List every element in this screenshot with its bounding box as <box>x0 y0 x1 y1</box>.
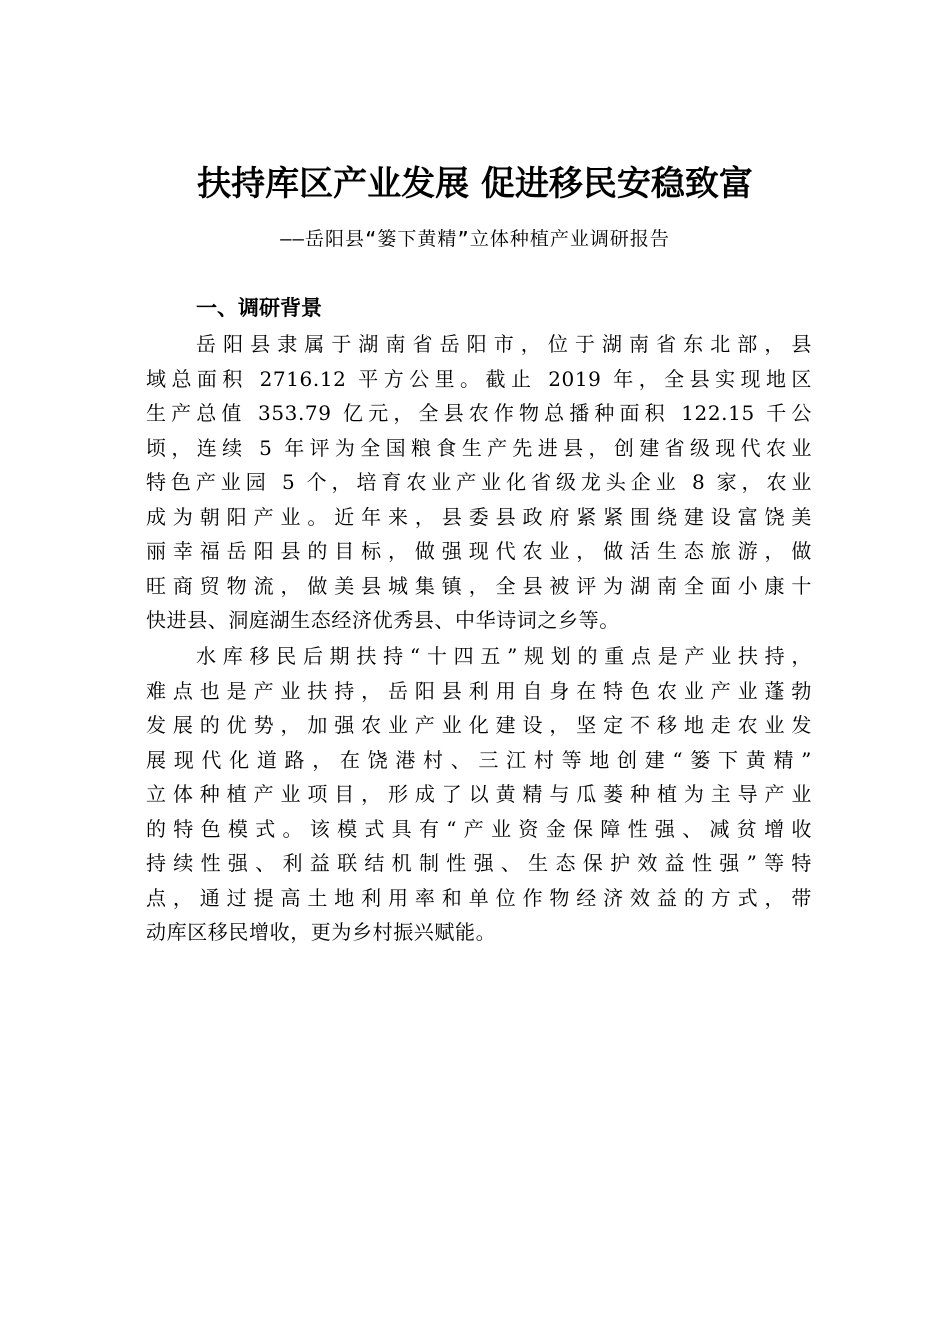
paragraph-line: 发展的优势，加强农业产业化建设，坚定不移地走农业发 <box>146 713 812 737</box>
paragraph-line: 水库移民后期扶持“十四五”规划的重点是产业扶持， <box>196 644 812 668</box>
paragraph-line: 立体种植产业项目，形成了以黄精与瓜蒌种植为主导产业 <box>146 782 812 806</box>
paragraph-line: 域总面积 2716.12 平方公里。截止 2019 年，全县实现地区 <box>146 366 812 391</box>
paragraph-line: 快进县、洞庭湖生态经济优秀县、中华诗词之乡等。 <box>146 608 620 632</box>
paragraph-line: 生产总值 353.79 亿元，全县农作物总播种面积 122.15 千公 <box>146 401 812 425</box>
paragraph-line: 特色产业园 5 个，培育农业产业化省级龙头企业 8 家，农业 <box>146 470 812 494</box>
paragraph-line: 丽幸福岳阳县的目标，做强现代农业，做活生态旅游，做 <box>146 539 812 563</box>
paragraph-line: 旺商贸物流，做美县城集镇，全县被评为湖南全面小康十 <box>146 573 812 598</box>
paragraph-line: 展现代化道路，在饶港村、三江村等地创建“篓下黄精” <box>146 747 812 772</box>
paragraph-line: 难点也是产业扶持，岳阳县利用自身在特色农业产业蓬勃 <box>146 678 812 703</box>
section-heading: 一、调研背景 <box>196 296 322 320</box>
document-title: 扶持库区产业发展 促进移民安稳致富 <box>197 164 753 204</box>
paragraph-line: 点，通过提高土地利用率和单位作物经济效益的方式，带 <box>146 885 812 910</box>
paragraph-background-2 <box>146 639 812 950</box>
paragraph-line: 动库区移民增收，更为乡村振兴赋能。 <box>146 920 497 944</box>
paragraph-background-1 <box>146 327 812 638</box>
paragraph-line: 顷，连续 5 年评为全国粮食生产先进县，创建省级现代农业 <box>146 435 812 460</box>
paragraph-line: 岳阳县隶属于湖南省岳阳市，位于湖南省东北部，县 <box>196 332 812 356</box>
paragraph-line: 成为朝阳产业。近年来，县委县政府紧紧围绕建设富饶美 <box>146 504 812 529</box>
paragraph-line: 的特色模式。该模式具有“产业资金保障性强、减贫增收 <box>146 816 812 841</box>
document-subtitle: ——岳阳县“篓下黄精”立体种植产业调研报告 <box>280 228 670 250</box>
paragraph-line: 持续性强、利益联结机制性强、生态保护效益性强”等特 <box>146 851 812 875</box>
